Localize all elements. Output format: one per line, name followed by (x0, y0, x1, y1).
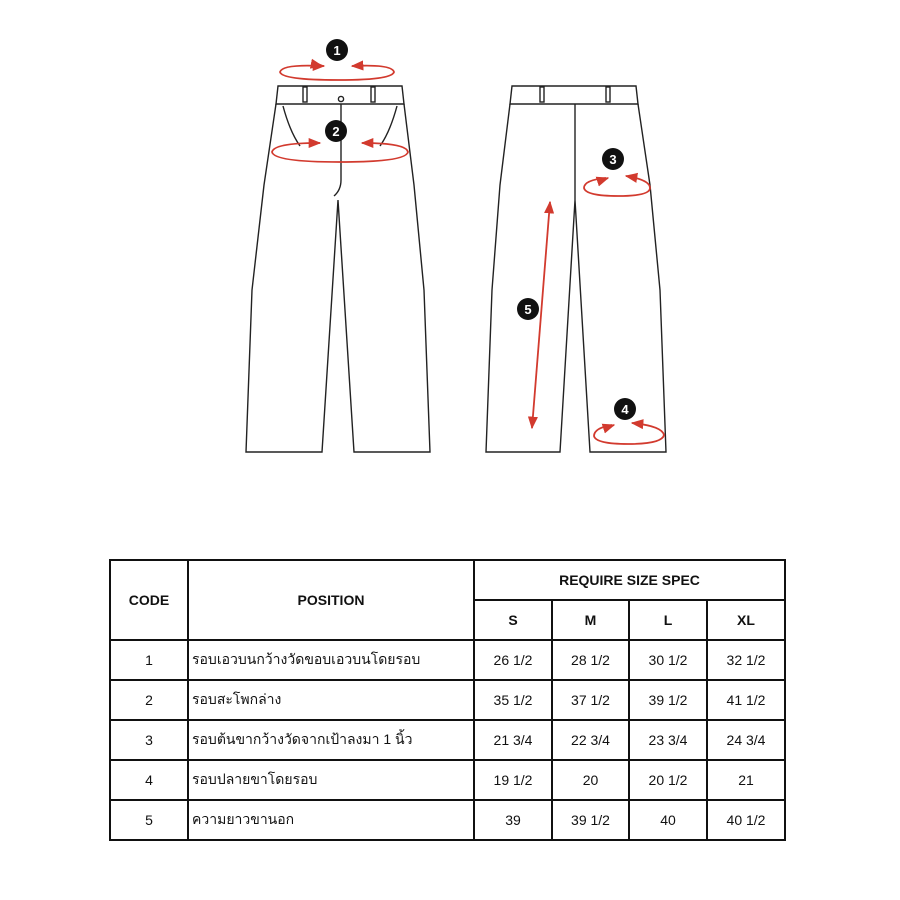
header-require-size-spec: REQUIRE SIZE SPEC (474, 560, 785, 600)
row-position: ความยาวขานอก (188, 800, 474, 840)
cell-size-m: 20 (552, 760, 629, 800)
cell-size-l: 23 3/4 (629, 720, 707, 760)
marker-3 (602, 148, 624, 170)
marker-1 (326, 39, 348, 61)
header-size-l: L (629, 600, 707, 640)
header-size-xl: XL (707, 600, 785, 640)
cell-size-xl: 24 3/4 (707, 720, 785, 760)
table-row (110, 720, 785, 760)
svg-text:3: 3 (609, 152, 617, 167)
marker-5 (517, 298, 539, 320)
table-row (110, 800, 785, 840)
header-size-s: S (474, 600, 552, 640)
cell-size-xl: 21 (707, 760, 785, 800)
marker-2 (325, 120, 347, 142)
svg-text:1: 1 (333, 43, 341, 58)
row-code: 1 (110, 640, 188, 680)
cell-size-s: 19 1/2 (474, 760, 552, 800)
measure-leg-opening-ring (594, 423, 664, 444)
row-position: รอบเอวบนกว้างวัดขอบเอวบนโดยรอบ (188, 640, 474, 680)
cell-size-m: 37 1/2 (552, 680, 629, 720)
cell-size-l: 20 1/2 (629, 760, 707, 800)
row-code: 2 (110, 680, 188, 720)
measure-waist-ring (280, 66, 394, 80)
measure-thigh-ring (584, 176, 650, 196)
cell-size-l: 30 1/2 (629, 640, 707, 680)
cell-size-xl: 32 1/2 (707, 640, 785, 680)
cell-size-xl: 40 1/2 (707, 800, 785, 840)
svg-text:2: 2 (332, 124, 340, 139)
size-spec-table (109, 559, 786, 841)
cell-size-m: 28 1/2 (552, 640, 629, 680)
cell-size-s: 39 (474, 800, 552, 840)
row-code: 3 (110, 720, 188, 760)
pants-back-view (486, 86, 666, 452)
row-position: รอบสะโพกล่าง (188, 680, 474, 720)
header-position: POSITION (188, 560, 474, 640)
table-row (110, 760, 785, 800)
measure-hip-ring (272, 143, 408, 162)
svg-text:5: 5 (524, 302, 532, 317)
header-size-m: M (552, 600, 629, 640)
cell-size-s: 35 1/2 (474, 680, 552, 720)
cell-size-s: 26 1/2 (474, 640, 552, 680)
cell-size-l: 39 1/2 (629, 680, 707, 720)
row-code: 4 (110, 760, 188, 800)
header-code: CODE (110, 560, 188, 640)
cell-size-m: 39 1/2 (552, 800, 629, 840)
cell-size-s: 21 3/4 (474, 720, 552, 760)
row-position: รอบต้นขากว้างวัดจากเป้าลงมา 1 นิ้ว (188, 720, 474, 760)
table-row (110, 680, 785, 720)
table-row (110, 640, 785, 680)
svg-text:4: 4 (621, 402, 629, 417)
marker-4 (614, 398, 636, 420)
row-code: 5 (110, 800, 188, 840)
row-position: รอบปลายขาโดยรอบ (188, 760, 474, 800)
cell-size-l: 40 (629, 800, 707, 840)
cell-size-xl: 41 1/2 (707, 680, 785, 720)
cell-size-m: 22 3/4 (552, 720, 629, 760)
